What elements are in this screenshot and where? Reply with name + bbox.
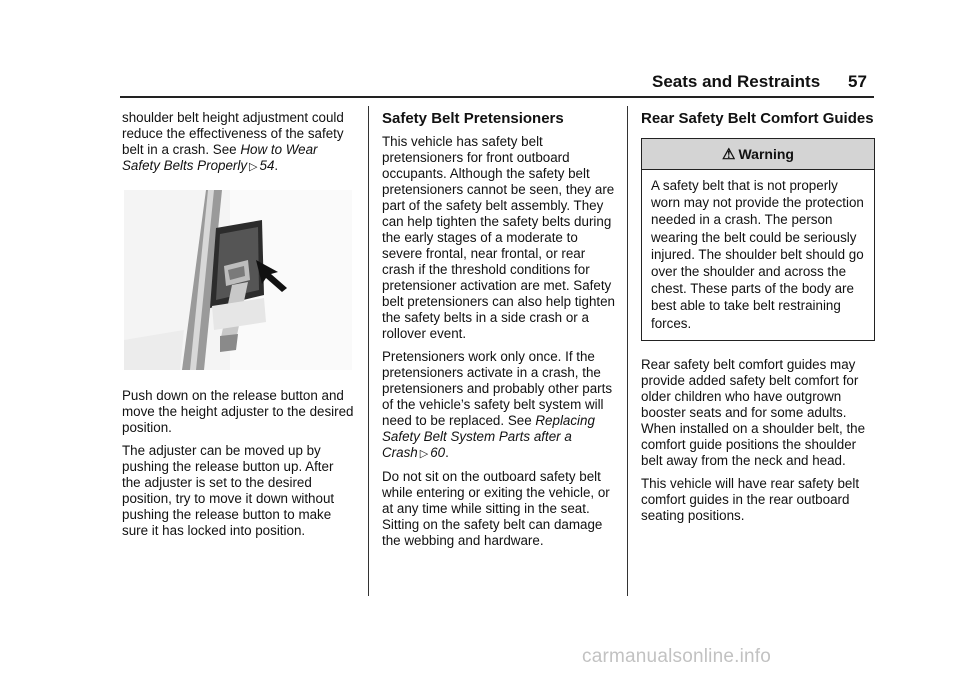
warning-header [642,139,874,170]
warning-triangle-icon: ⚠ [722,146,736,163]
column-right [641,110,877,531]
column-divider [368,106,369,596]
intro-paragraph: shoulder belt height adjustment could reduce the effectiveness of the safety belt in a crash. See How to Wear Safety Belts Properly ▷ 54. [122,110,344,173]
page-number: 57 [848,72,867,91]
belt-height-adjuster-photo [124,190,352,370]
warning-title: Warning [738,146,794,162]
column-left [122,110,354,546]
paragraph: This vehicle will have rear safety belt comfort guides in the rear outboard seating positions. [641,475,860,523]
xref-page[interactable]: 54 [259,158,275,173]
page-header [0,70,960,94]
paragraph: Push down on the release button and move the height adjuster to the desired position. [122,388,354,435]
section-title: Seats and Restraints [652,72,821,91]
paragraph: The adjuster can be moved up by pushing the release button up. After the adjuster is set to the desired position, try to move it down without pushing the release button to make sure it has locked into position. [122,443,335,538]
section-heading: Safety Belt Pretensioners [382,110,564,127]
header-rule [120,96,874,98]
watermark: carmanualsonline.info [582,646,772,667]
arrow-circle-icon: ▷ [249,161,258,173]
section-heading: Rear Safety Belt Comfort Guides [641,110,874,127]
paragraph: Do not sit on the outboard safety belt while entering or exiting the vehicle, or at any time while sitting in the seat. Sitting on the safety belt can damage the webbing and hardware. [382,469,610,548]
xref-page[interactable]: 60 [430,445,446,460]
paragraph: Pretensioners work only once. If the pretensioners activate in a crash, the pretensioners and probably other parts of the vehicle’s safety belt system will need to be replaced. See Replacing Safety Belt System Parts after a Crash ▷ 60. [382,349,613,460]
arrow-circle-icon: ▷ [419,448,429,460]
warning-box [641,138,875,341]
xref-link[interactable]: How to Wear Safety Belts Properly [122,142,318,173]
paragraph: This vehicle has safety belt pretensioners for front outboard occupants. Although the safety belt pretensioners cannot be seen, they are part of the safety belt assembly. They can help tighten the safety belts during the early stages of a moderate to severe frontal, near frontal, or rear crash if the threshold conditions for pretensioner activation are met. Safety belt pretensioners can also help tighten the safety belts in a side crash or a rollover event. [382,134,616,341]
column-divider [627,106,628,596]
column-middle [382,110,618,556]
xref-link[interactable]: Replacing Safety Belt System Parts after a Crash [382,413,595,460]
paragraph: Rear safety belt comfort guides may provide added safety belt comfort for older children who have outgrown booster seats and for some adults. When installed on a shoulder belt, the comfort guide positions the shoulder belt away from the neck and head. [641,356,866,468]
warning-text: A safety belt that is not properly worn may not provide the protection needed in a crash. The person wearing the belt could be seriously injured. The shoulder belt should go over the shoulder and across the chest. These parts of the body are best able to take belt restraining forces. [651,178,864,331]
